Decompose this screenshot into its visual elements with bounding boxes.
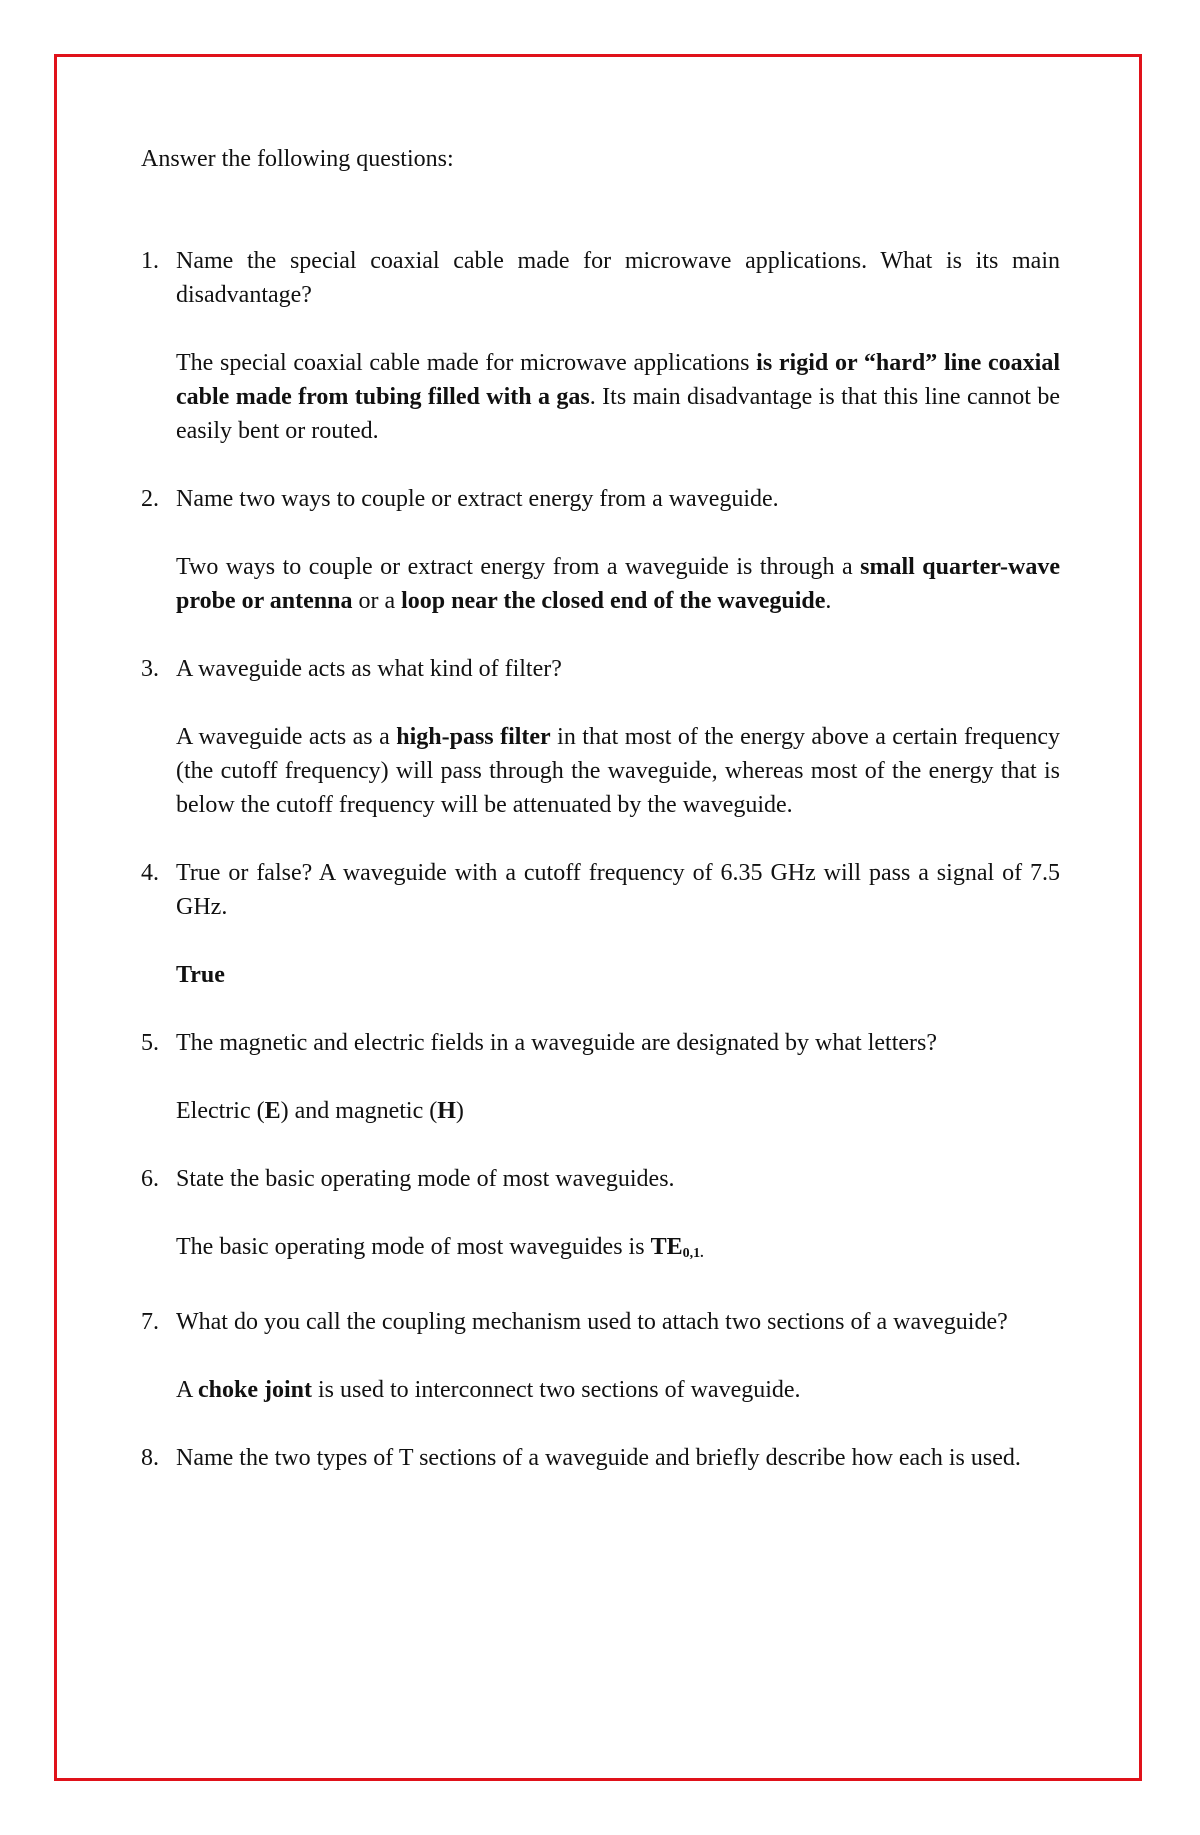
question-item-5 — [141, 1026, 1060, 1128]
answer-text — [176, 1373, 1060, 1407]
question-text: The magnetic and electric fields in a waveguide are designated by what letters? — [176, 1030, 938, 1056]
question-text: Name the two types of T sections of a waveguide and briefly describe how each is used. — [176, 1445, 1021, 1471]
question-number: 7. — [141, 1309, 159, 1335]
question-number: 1. — [141, 248, 159, 274]
question-number: 4. — [141, 860, 159, 886]
question-text: Name two ways to couple or extract energy from a waveguide. — [176, 486, 779, 512]
answer-segment: Two ways to couple or extract energy from a waveguide is through a — [176, 554, 861, 580]
answer-emphasis: loop near the closed end of the waveguide — [401, 588, 826, 614]
question-number: 3. — [141, 656, 159, 682]
question-item-7 — [141, 1305, 1060, 1407]
question-item-8 — [141, 1441, 1060, 1475]
answer-text — [176, 720, 1060, 822]
answer-segment: A waveguide acts as a — [176, 724, 397, 750]
answer-emphasis: True — [176, 962, 225, 988]
question-text: Name the special coaxial cable made for microwave applications. What is its main disadvantage? — [176, 248, 1060, 308]
question-number: 2. — [141, 486, 159, 512]
answer-segment: ) — [455, 1098, 464, 1124]
answer-text — [176, 1094, 1060, 1128]
answer-segment: A — [176, 1377, 199, 1403]
answer-segment: The basic operating mode of most waveguides is — [176, 1234, 651, 1260]
answer-emphasis: small quarter-wave probe or antenna — [176, 554, 1060, 614]
answer-segment: . — [825, 588, 832, 614]
answer-emphasis: high-pass filter — [396, 724, 551, 750]
question-number: 5. — [141, 1030, 159, 1056]
question-item-4 — [141, 856, 1060, 992]
answer-emphasis: E — [264, 1098, 281, 1124]
question-item-3 — [141, 652, 1060, 822]
answer-text — [176, 550, 1060, 618]
question-text: A waveguide acts as what kind of filter? — [176, 656, 562, 682]
intro-text: Answer the following questions: — [141, 146, 454, 172]
question-number: 6. — [141, 1166, 159, 1192]
question-text: State the basic operating mode of most waveguides. — [176, 1166, 675, 1192]
answer-text — [176, 1230, 1060, 1271]
question-list — [141, 244, 1060, 1475]
question-text: What do you call the coupling mechanism used to attach two sections of a waveguide? — [176, 1309, 1008, 1335]
answer-segment: in that most of the energy above a certain frequency (the cutoff frequency) will pass through the waveguide, whereas most of the energy that is below the cutoff frequency will be attenuated by the waveguide. — [176, 724, 1060, 818]
answer-emphasis: is rigid or “hard” line coaxial cable made from tubing filled with a gas — [176, 350, 1061, 410]
answer-emphasis: H — [437, 1098, 456, 1124]
answer-segment: . Its main disadvantage is that this line cannot be easily bent or routed. — [176, 384, 1060, 444]
question-item-6 — [141, 1162, 1060, 1271]
question-number: 8. — [141, 1445, 159, 1471]
answer-segment: or a — [352, 588, 402, 614]
answer-segment: is used to interconnect two sections of waveguide. — [312, 1377, 801, 1403]
question-text: True or false? A waveguide with a cutoff frequency of 6.35 GHz will pass a signal of 7.5 GHz. — [176, 860, 1060, 920]
question-item-2 — [141, 482, 1060, 618]
mode-subscript: 0,1. — [682, 1246, 704, 1261]
answer-text — [176, 958, 1060, 992]
question-item-1 — [141, 244, 1060, 448]
answer-segment: ) and magnetic ( — [280, 1098, 438, 1124]
answer-emphasis: TE — [650, 1234, 683, 1260]
answer-text — [176, 346, 1060, 448]
answer-segment: Electric ( — [176, 1098, 265, 1124]
answer-emphasis: choke joint — [198, 1377, 313, 1403]
answer-segment: The special coaxial cable made for microwave applications — [176, 350, 757, 376]
document-content — [141, 142, 1060, 1475]
